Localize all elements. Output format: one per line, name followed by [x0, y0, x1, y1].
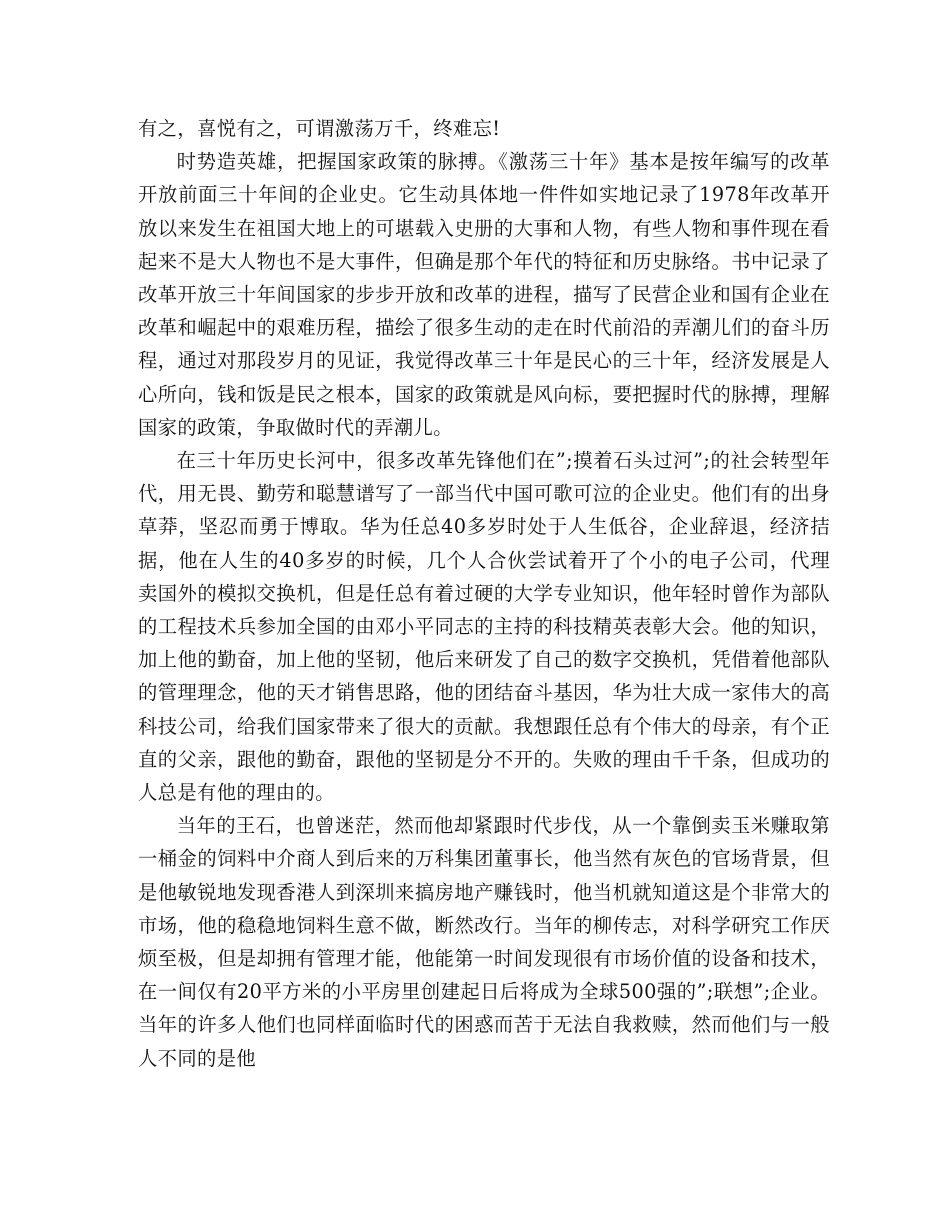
paragraph-2: 时势造英雄，把握国家政策的脉搏。《激荡三十年》基本是按年编写的改革开放前面三十年间的企业史。它生动具体地一件件如实地记录了1978年改革开放以来发生在祖国大地上的可堪载入史册的大事和人物，有些人物和事件现在看起来不是大人物也不是大事件，但确是那个年代的特征和历史脉络。书中记录了改革开放三十年间国家的步步开放和改革的进程，描写了民营企业和国有企业在改革和崛起中的艰难历程，描绘了很多生动的走在时代前沿的弄潮儿们的奋斗历程，通过对那段岁月的见证，我觉得改革三十年是民心的三十年，经济发展是人心所向，钱和饭是民之根本，国家的政策就是风向标，要把握时代的脉搏，理解国家的政策，争取做时代的弄潮儿。	[138, 150, 830, 439]
paragraph-4: 当年的王石，也曾迷茫，然而他却紧跟时代步伐，从一个靠倒卖玉米赚取第一桶金的饲料中介商人到后来的万科集团董事长，他当然有灰色的官场背景，但是他敏锐地发现香港人到深圳来搞房地产赚钱时，他当机就知道这是个非常大的市场，他的稳稳地饲料生意不做，断然改行。当年的柳传志，对科学研究工作厌烦至极，但是却拥有管理才能，他能第一时间发现很有市场价值的设备和技术，在一间仅有20平方米的小平房里创建起日后将成为全球500强的”;联想”;企业。当年的许多人他们也同样面临时代的困惑而苦于无法自我救赎，然而他们与一般人不同的是他	[138, 814, 830, 1070]
document-body	[138, 112, 830, 1075]
paragraph-1: 有之，喜悦有之，可谓激荡万千，终难忘!	[138, 117, 501, 140]
paragraph-3: 在三十年历史长河中，很多改革先锋他们在”;摸着石头过河”;的社会转型年代，用无畏、勤劳和聪慧谱写了一部当代中国可歌可泣的企业史。他们有的出身草莽，坚忍而勇于博取。华为任总40多岁时处于人生低谷，企业辞退，经济拮据，他在人生的40多岁的时候，几个人合伙尝试着开了个小的电子公司，代理卖国外的模拟交换机，但是任总有着过硬的大学专业知识，他年轻时曾作为部队的工程技术兵参加全国的由邓小平同志的主持的科技精英表彰大会。他的知识，加上他的勤奋，加上他的坚韧，他后来研发了自己的数字交换机，凭借着他部队的管理理念，他的天才销售思路，他的团结奋斗基因，华为壮大成一家伟大的高科技公司，给我们国家带来了很大的贡献。我想跟任总有个伟大的母亲，有个正直的父亲，跟他的勤奋，跟他的坚韧是分不开的。失败的理由千千条，但成功的人总是有他的理由的。	[138, 449, 830, 805]
